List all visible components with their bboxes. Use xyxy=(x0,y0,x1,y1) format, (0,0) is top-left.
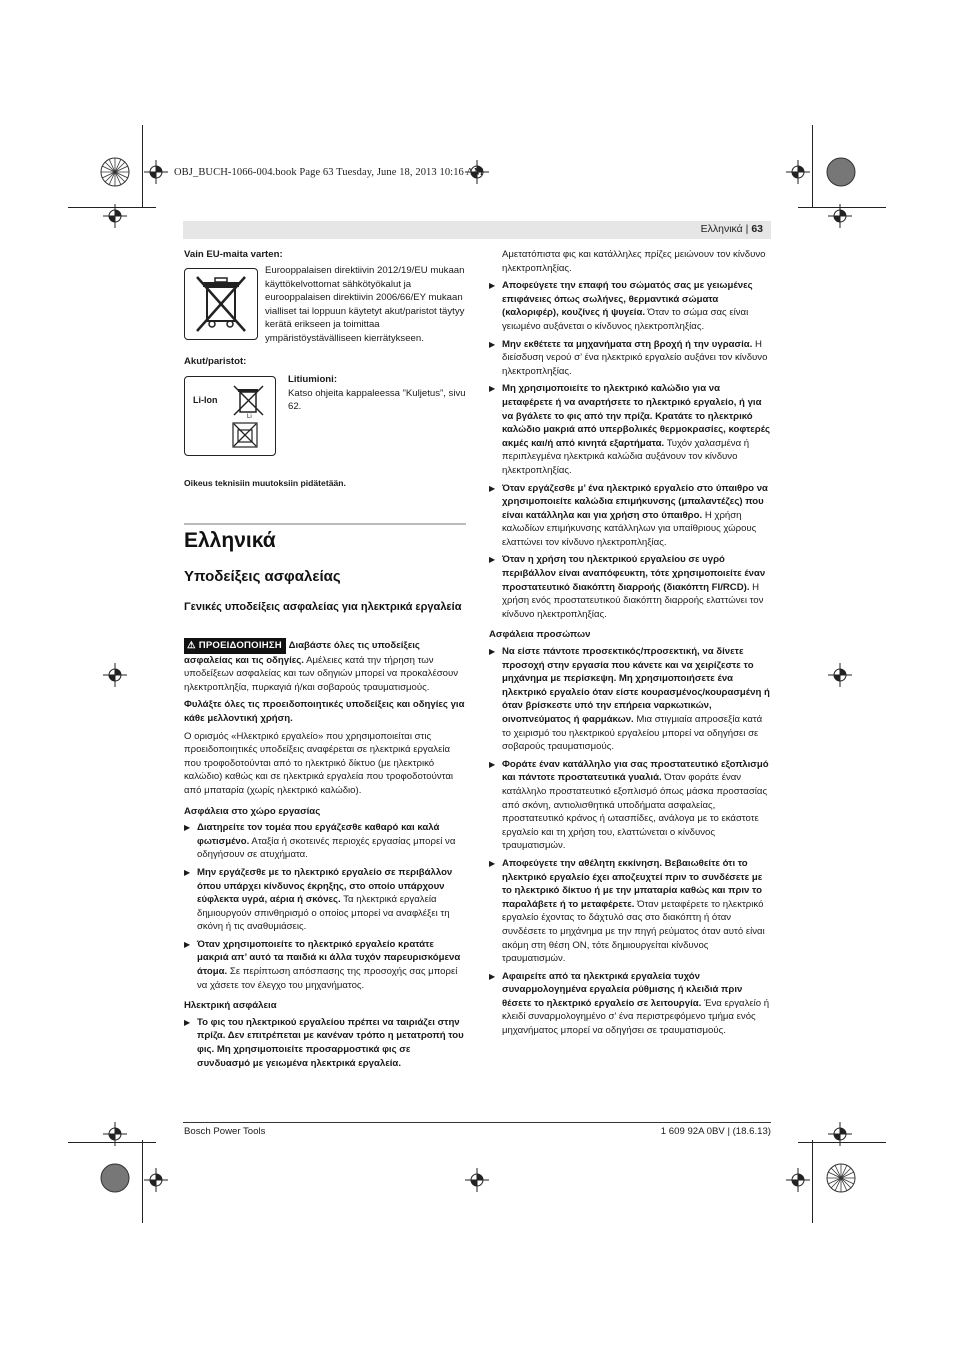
bullet-arrow-icon: ▶ xyxy=(489,339,496,349)
bullet-arrow-icon: ▶ xyxy=(489,858,496,868)
bullet-bold: Αφαιρείτε από τα ηλεκτρικά εργαλεία τυχόν συναρμολογημένα εργαλεία ρύθμισης ή κλειδιά πριν θέσετε το ηλεκτρικό εργαλείο σε λειτουργία. xyxy=(502,970,743,1009)
eu-text: Eurooppalaisen direktiivin 2012/19/EU mukaan käyttökelvottomat sähkötyökalut ja eurooppalaisen direktiivin 2006/66/EY mukaan vialliset tai loppuun käytetyt akut/paristot täytyy kerätä erikseen ja toimittaa ympäristöystävälliseen kierrätykseen. xyxy=(265,265,465,344)
work-area-title: Ασφάλεια στο χώρο εργασίας xyxy=(184,805,321,817)
list-item xyxy=(489,382,771,477)
crosshair-icon xyxy=(465,1168,489,1192)
warning-badge xyxy=(184,638,286,654)
li-sub-label: Li xyxy=(247,414,252,420)
crosshair-icon xyxy=(144,1168,168,1192)
bullet-text: Όταν φοράτε έναν κατάλληλο προστατευτικό εξοπλισμό όπως μάσκα προστασίας από σκόνη, αντιολισθητικά υποδήματα ασφαλείας, προστατευτικό κράνος ή ωτασπίδες, ανάλογα με το εκάστοτε εργαλείο και τη χρήση του, ελαττώνεται ο κίνδυνος τραυματισμών. xyxy=(502,772,768,852)
li-title: Litiumioni: xyxy=(288,374,338,385)
bullet-arrow-icon: ▶ xyxy=(489,281,496,291)
list-item xyxy=(184,866,466,934)
bullet-text: Η χρήση ενός προστατευτικού διακόπτη διαρροής ελαττώνει τον κίνδυνο ηλεκτροπληξίας. xyxy=(502,581,764,620)
section-divider xyxy=(184,523,466,525)
bullet-text: Τυχόν χαλασμένα ή περιπλεγμένα ηλεκτρικά καλώδια αυξάνουν τον κίνδυνο ηλεκτροπληξίας. xyxy=(502,437,750,476)
warning-triangle-icon: ⚠ xyxy=(187,640,196,651)
warning-badge-text: ΠΡΟΕΙΔΟΠΟΙΗΣΗ xyxy=(198,640,282,651)
list-item xyxy=(489,970,771,1038)
bullet-arrow-icon: ▶ xyxy=(489,647,496,657)
registration-dot-icon xyxy=(100,1163,130,1193)
list-item xyxy=(489,857,771,966)
registration-wheel-icon xyxy=(100,157,130,187)
bullet-text: Αταξία ή σκοτεινές περιοχές εργασίας μπορεί να οδηγήσουν σε ατυχήματα. xyxy=(197,835,456,861)
li-ion-battery-icon xyxy=(184,376,276,456)
bullet-text: Σε περίπτωση απόσπασης της προσοχής σας μπορεί να χάσετε τον έλεγχο του μηχανήματος. xyxy=(197,966,458,991)
li-ion-label: Li-Ion xyxy=(193,395,218,405)
list-item xyxy=(489,645,771,754)
bullet-arrow-icon: ▶ xyxy=(489,384,496,394)
crosshair-icon xyxy=(828,663,852,687)
page-number: 63 xyxy=(751,223,763,235)
bullet-text: Τα ηλεκτρικά εργαλεία δημιουργούν σπινθηρισμό ο οποίος μπορεί να αναφλέξει τη σκόνη ή τις αναθυμιάσεις. xyxy=(197,894,450,933)
crosshair-icon xyxy=(828,1122,852,1146)
bullet-bold: Μην εργάζεσθε με το ηλεκτρικό εργαλείο σε περιβάλλον όπου υπάρχει κίνδυνος έκρηξης, στο οποίο υπάρχουν εύφλεκτα υγρά, αέρια ή σκόνες. xyxy=(197,866,453,906)
footer-doc-number: 1 609 92A 0BV | (18.6.13) xyxy=(660,1126,771,1137)
page-header xyxy=(183,221,771,239)
list-item xyxy=(489,553,771,621)
footer-brand: Bosch Power Tools xyxy=(184,1126,266,1137)
footer-divider xyxy=(183,1122,771,1123)
header-section: Ελληνικά xyxy=(700,223,743,235)
akut-title-text: Akut/paristot: xyxy=(184,356,247,367)
eu-title xyxy=(184,248,466,262)
list-item xyxy=(489,338,771,379)
electric-safety-title: Ηλεκτρική ασφάλεια xyxy=(184,1000,277,1012)
bullet-arrow-icon: ▶ xyxy=(489,555,496,565)
persons-list xyxy=(489,645,771,1038)
li-text: Katso ohjeita kappaleessa ”Kuljetus”, sivu 62. xyxy=(288,387,466,413)
safety-title: Υποδείξεις ασφαλείας xyxy=(184,568,341,585)
akut-title xyxy=(184,355,466,369)
bullet-arrow-icon: ▶ xyxy=(489,483,496,493)
warning-block xyxy=(184,638,466,1070)
rights-note xyxy=(184,477,466,491)
electric-list xyxy=(489,279,771,621)
crosshair-icon xyxy=(828,204,852,228)
eu-title-text: Vain EU-maita varten: xyxy=(184,249,283,260)
header-separator: | xyxy=(745,223,749,235)
bullet-bold: Όταν εργάζεσθε μ’ ένα ηλεκτρικό εργαλείο στο ύπαιθρο να χρησιμοποιείτε καλώδια επιμήκυνσης (μπαλαντέζες) που είναι κατάλληλα και για χρήση στο ύπαιθρο. xyxy=(502,482,768,521)
bullet-text: Ένα εργαλείο ή κλειδί συναρμολογημένο σ’ ένα περιστρεφόμενο τμήμα ενός μηχανήματος μπορεί να οδηγήσει σε τραυματισμούς. xyxy=(502,997,770,1037)
registration-wheel-icon xyxy=(826,1163,856,1193)
bullet-text: Μια στιγμιαία απροσεξία κατά το χειρισμό του ηλεκτρικού εργαλείου μπορεί να οδηγήσει σε σοβαρούς τραυματισμούς. xyxy=(502,714,763,753)
bullet-bold: Όταν η χρήση του ηλεκτρικού εργαλείου σε υγρό περιβάλλον είναι αναπόφευκτη, τότε χρησιμοποιείτε έναν προστατευτικό διακόπτη διαρροής (διακόπτη FI/RCD). xyxy=(502,554,766,593)
bullet-bold: Μη χρησιμοποιείτε το ηλεκτρικό καλώδιο για να μεταφέρετε ή να αναρτήσετε το ηλεκτρικό εργαλείο, ή για να βγάλετε το φις από την πρίζα. Κρατάτε το ηλεκτρικό καλώδιο μακριά από υπερβολικές θερμοκρασίες, κοφτερές ακμές και/ή από κινητά εξαρτήματα. xyxy=(502,383,771,449)
crop-mark xyxy=(812,125,813,208)
bullet-arrow-icon: ▶ xyxy=(184,823,191,833)
crosshair-icon xyxy=(786,1168,810,1192)
bullet-text: Η χρήση καλωδίων επιμήκυνσης κατάλληλων για υπαίθριους χώρους ελαττώνει τον κίνδυνο ηλεκτροπληξίας. xyxy=(502,509,757,548)
registration-dot-icon xyxy=(826,157,856,187)
bullet-bold: Όταν χρησιμοποιείτε το ηλεκτρικό εργαλείο κρατάτε μακριά απ’ αυτό τα παιδιά κι άλλα τυχόν παρευρισκόμενα άτομα. xyxy=(197,938,461,978)
rights-text: Oikeus teknisiin muutoksiin pidätetään. xyxy=(184,478,346,488)
bullet-arrow-icon: ▶ xyxy=(184,867,191,877)
bullet-bold: Μην εκθέτετε τα μηχανήματα στη βροχή ή την υγρασία. xyxy=(502,338,753,350)
definition-text: Ο ορισμός «Ηλεκτρικό εργαλείο» που χρησιμοποιείται στις προειδοποιητικές υποδείξεις αναφέρεται σε ηλεκτρικά εργαλεία που τροφοδοτούνται από το ηλεκτρικό δίκτυο (με ηλεκτρικό καλώδιο) καθώς και σε ηλεκτρικά εργαλεία που τροφοδοτούνται από μπαταρία (χωρίς ηλεκτρικό καλώδιο). xyxy=(184,730,454,796)
crosshair-icon xyxy=(103,1122,127,1146)
bullet-bold: Αποφεύγετε την αθέλητη εκκίνηση. Βεβαιωθείτε ότι το ηλεκτρικό εργαλείο έχει αποζευχτεί πριν το συνδέσετε με το ηλεκτρικό δίκτυο ή με την μπαταρία καθώς και πριν το παραλάβετε ή το μεταφέρετε. xyxy=(502,857,763,910)
crosshair-icon xyxy=(144,160,168,184)
warning-bold: Διαβάστε όλες τις υποδείξεις ασφαλείας και τις οδηγίες. xyxy=(184,640,420,666)
right-column xyxy=(489,248,771,1038)
bullet-bold: Αποφεύγετε την επαφή του σώματός σας με γειωμένες επιφάνειες όπως σωλήνες, θερμαντικά σώματα (καλοριφέρ), κουζίνες ή ψυγεία. xyxy=(502,280,753,319)
crop-mark xyxy=(142,1140,143,1223)
crosshair-icon xyxy=(103,204,127,228)
weee-bin-icon xyxy=(184,268,258,340)
crop-mark xyxy=(142,125,143,208)
print-info-line: OBJ_BUCH-1066-004.book Page 63 Tuesday, June 18, 2013 10:16 AM xyxy=(174,167,484,178)
header-text xyxy=(701,223,763,235)
list-item xyxy=(184,938,466,992)
crosshair-icon xyxy=(786,160,810,184)
li-block xyxy=(288,373,468,414)
bullet-bold: Φοράτε έναν κατάλληλο για σας προστατευτικό εξοπλισμό και πάντοτε προστατευτικά γυαλιά. xyxy=(502,758,769,784)
crop-mark xyxy=(812,1140,813,1223)
keep-instructions: Φυλάξτε όλες τις προειδοποιητικές υποδείξεις και οδηγίες για κάθε μελλοντική χρήση. xyxy=(184,699,465,724)
bullet-bold: Να είστε πάντοτε προσεκτικός/προσεκτική, να δίνετε προσοχή στην εργασία που κάνετε και να χειρίζεστε τo μηχάνημα με περίσκεψη. Μη χρησιμοποιήσετε ένα ηλεκτρικό εργαλείο όταν είστε κουρασμένος/κουρασμένη ή όταν βρίσκεστε υπό την επήρεια ναρκωτικών, οινοπνεύματος ή φαρμάκων. xyxy=(502,646,770,725)
bullet-text: Όταν μεταφέρετε το ηλεκτρικό εργαλείο έχοντας το δάχτυλό σας στο διακόπτη ή όταν συνδέσετε το μηχάνημα με την πηγή ρεύματος όταν αυτό είναι ακόμη στη θέση ON, τότε δημιουργείται κίνδυνος τραυματισμών. xyxy=(502,898,765,965)
bullet-bold: Διατηρείτε τον τομέα που εργάζεσθε καθαρό και καλά φωτισμένο. xyxy=(197,822,440,847)
list-item xyxy=(184,821,466,862)
list-item xyxy=(489,482,771,550)
bullet-text: Όταν το σώμα σας είναι γειωμένο αυξάνεται ο κίνδυνος ηλεκτροπληξίας. xyxy=(502,307,749,332)
bullet-text: Η διείσδυση νερού σ’ ένα ηλεκτρικό εργαλείο αυξάνει τον κίνδυνο ηλεκτροπληξίας. xyxy=(502,338,768,377)
bullet-arrow-icon: ▶ xyxy=(184,1017,191,1027)
persons-safety-title: Ασφάλεια προσώπων xyxy=(489,629,591,641)
list-item xyxy=(489,758,771,853)
bullet-bold: Το φις του ηλεκτρικού εργαλείου πρέπει να ταιριάζει στην πρίζα. Δεν επιτρέπεται με κανέναν τρόπο η μετατροπή του φις. Μη χρησιμοποιείτε προσαρμοστικά φις σε συνδυασμό με γειωμένα ηλεκτρικά εργαλεία. xyxy=(197,1016,464,1069)
bullet-arrow-icon: ▶ xyxy=(489,759,496,769)
work-area-list xyxy=(184,821,466,992)
list-item xyxy=(184,1016,466,1070)
list-item xyxy=(489,279,771,333)
bullet-arrow-icon: ▶ xyxy=(489,971,496,981)
language-title: Ελληνικά xyxy=(184,529,276,552)
crosshair-icon xyxy=(103,663,127,687)
bullet-arrow-icon: ▶ xyxy=(184,939,191,949)
continued-text: Αμετατόπιστα φις και κατάλληλες πρίζες μειώνουν τον κίνδυνο ηλεκτροπληξίας. xyxy=(502,249,766,274)
warning-text: Αμέλειες κατά την τήρηση των υποδείξεων ασφαλείας και των οδηγιών μπορεί να προκαλέσουν ηλεκτροπληξία, πυρκαγιά ή/και σοβαρούς τραυματισμούς. xyxy=(184,654,459,693)
general-safety-title: Γενικές υποδείξεις ασφαλείας για ηλεκτρικά εργαλεία xyxy=(184,601,462,613)
